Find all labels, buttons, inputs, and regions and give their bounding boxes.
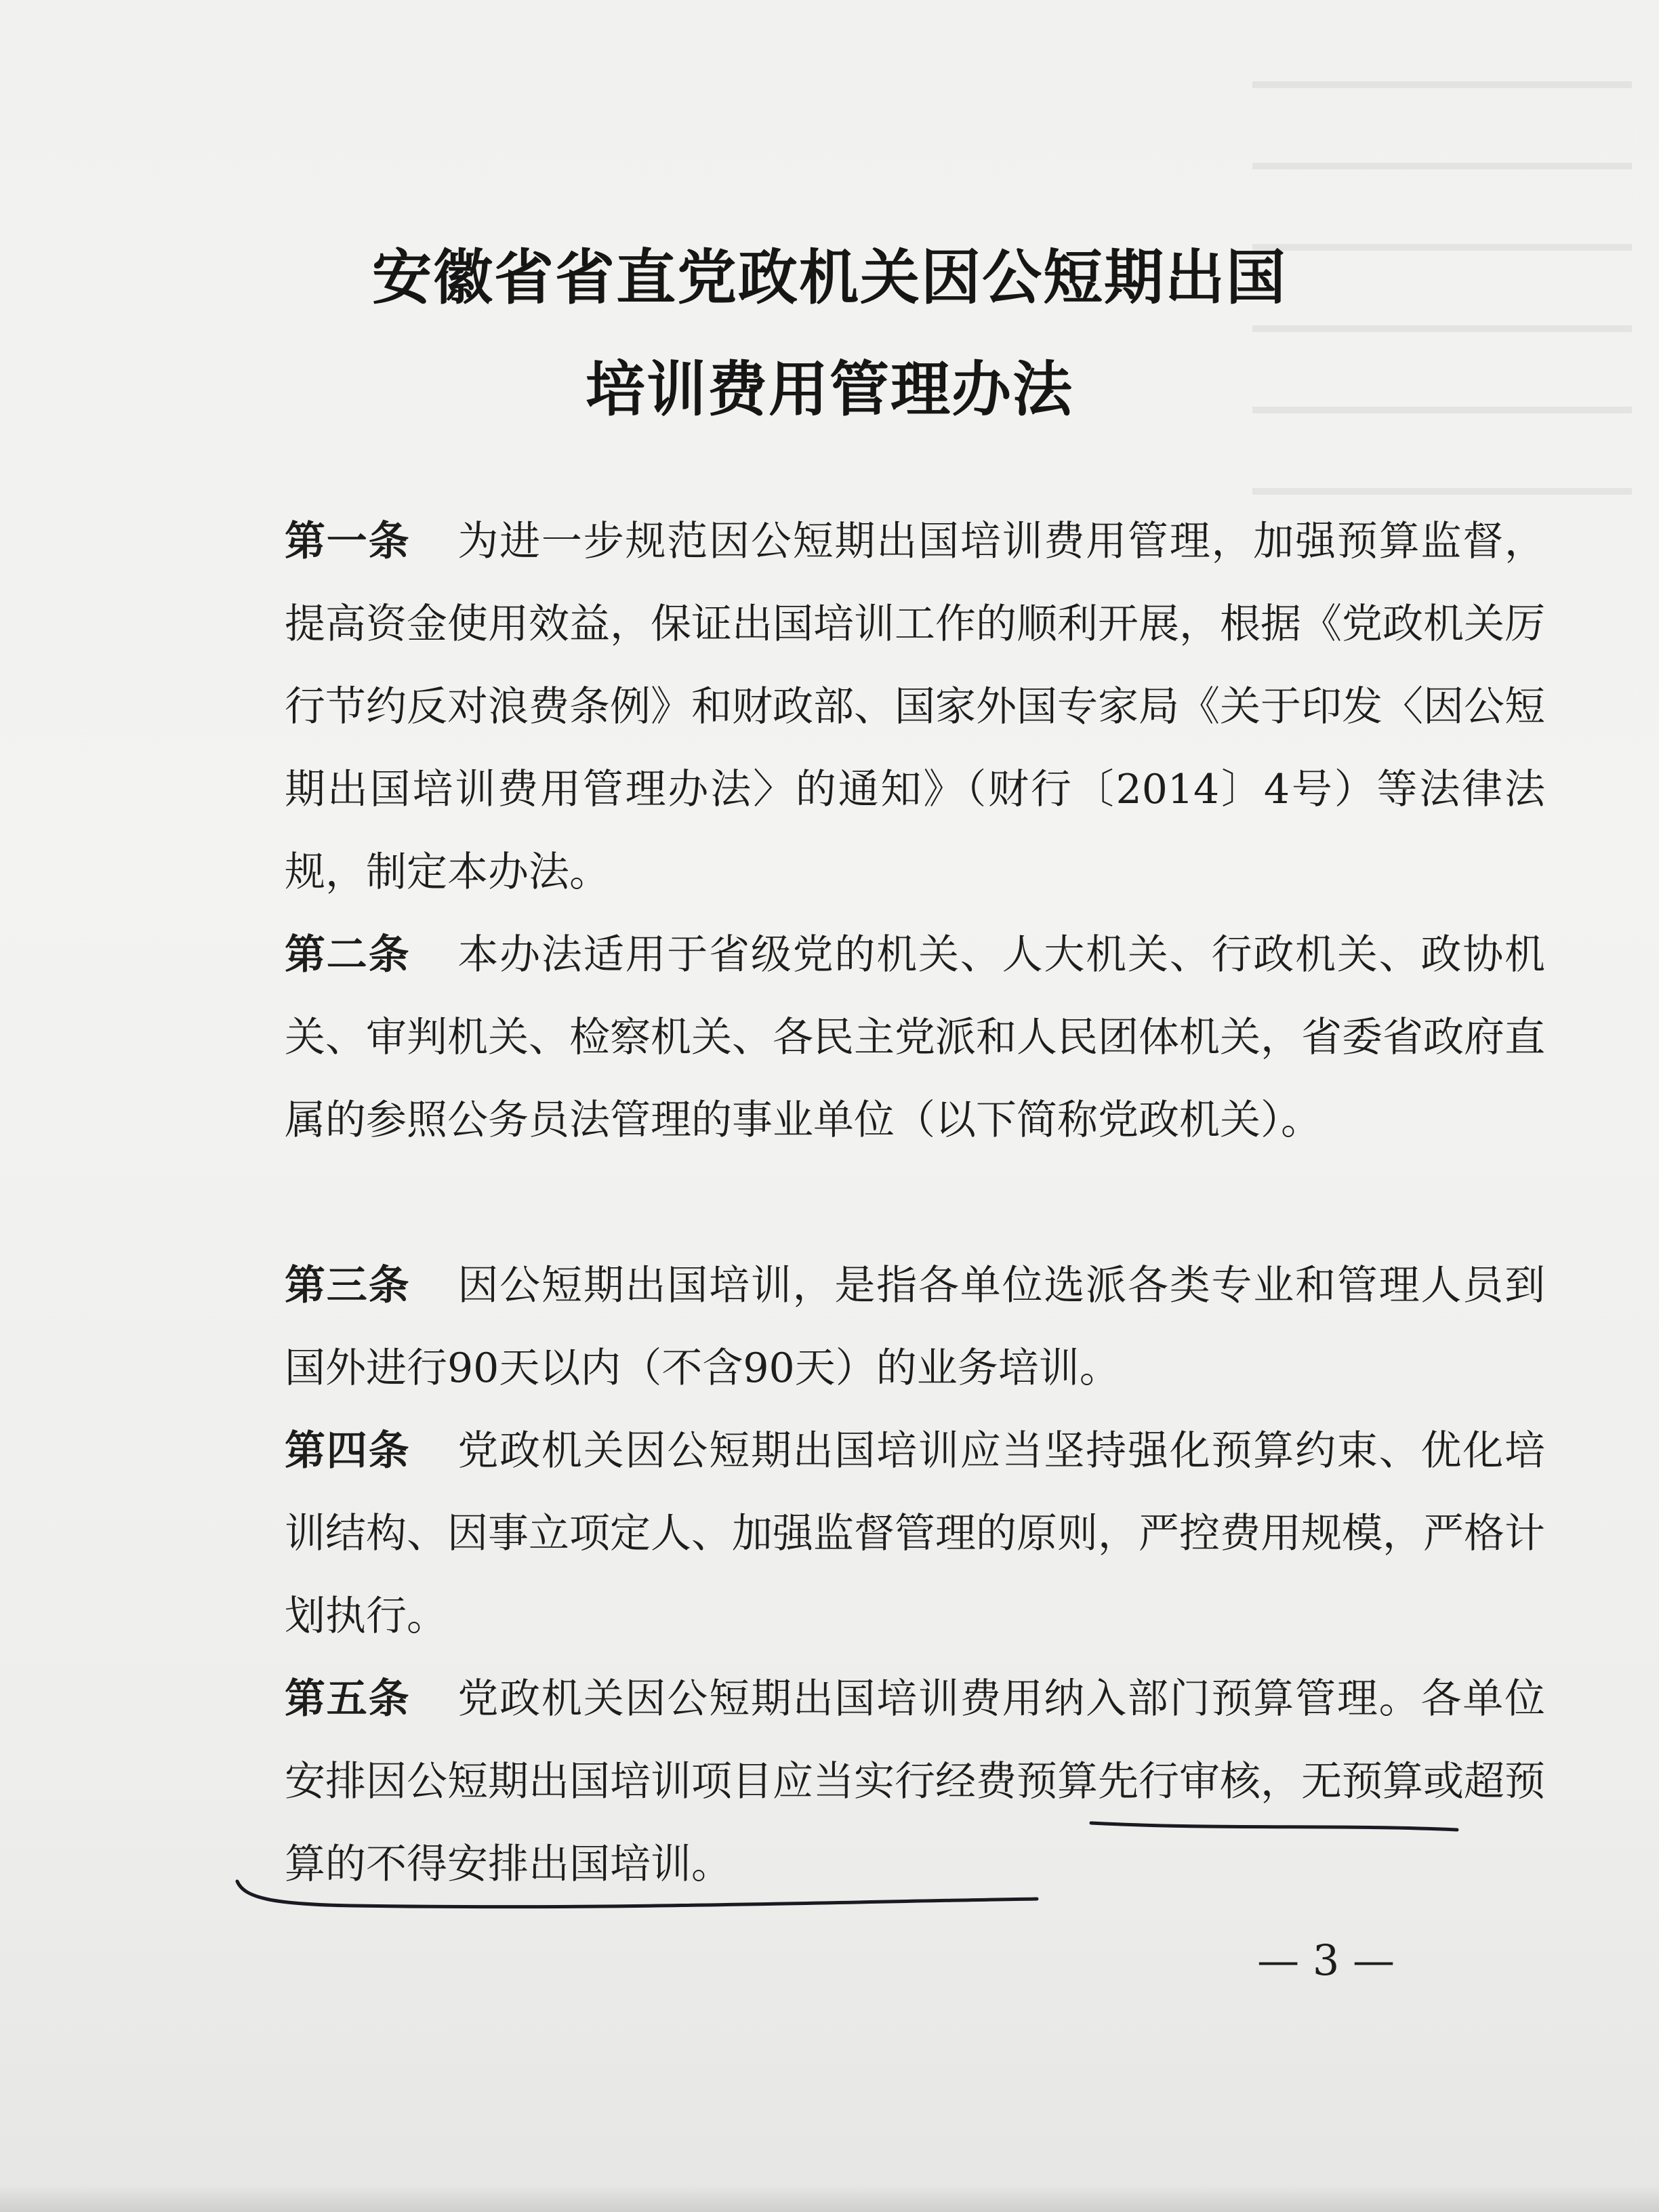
- article-label: 第五条: [285, 1675, 411, 1723]
- page-number: — 3 —: [1257, 1936, 1395, 1985]
- page-edge-shadow: [0, 2185, 1659, 2212]
- article-label: 第二条: [285, 931, 411, 979]
- article-text: 党政机关因公短期出国培训费用纳入部门预算管理。各单位安排因公短期出国培训项目应当实行经费预算先行审核，无预算或超预算的不得安排出国培训。: [285, 1675, 1546, 1888]
- article-text: 本办法适用于省级党的机关、人大机关、行政机关、政协机关、审判机关、检察机关、各民主党派和人民团体机关，省委省政府直属的参照公务员法管理的事业单位（以下简称党政机关）。: [285, 931, 1546, 1144]
- article-2: [190, 914, 1545, 1162]
- document-title-line-2: 培训费用管理办法: [585, 354, 1073, 424]
- document-title-line-1: 安徽省省直党政机关因公短期出国: [371, 243, 1287, 312]
- article-label: 第三条: [285, 1262, 411, 1309]
- article-label: 第四条: [285, 1427, 411, 1475]
- article-text: 党政机关因公短期出国培训应当坚持强化预算约束、优化培训结构、因事立项定人、加强监督管理的原则，严控费用规模，严格计划执行。: [285, 1427, 1546, 1640]
- article-1: [190, 500, 1545, 914]
- article-3: [190, 1244, 1545, 1410]
- article-5: [190, 1658, 1545, 1906]
- article-4: [190, 1410, 1545, 1658]
- article-text: 为进一步规范因公短期出国培训费用管理，加强预算监督，提高资金使用效益，保证出国培训工作的顺利开展，根据《党政机关厉行节约反对浪费条例》和财政部、国家外国专家局《关于印发〈因公短期出国培训费用管理办法〉的通知》（财行〔2014〕4号）等法律法规，制定本办法。: [285, 518, 1546, 896]
- article-text: 因公短期出国培训，是指各单位选派各类专业和管理人员到国外进行90天以内（不含90天）的业务培训。: [285, 1262, 1546, 1392]
- article-label: 第一条: [285, 518, 411, 565]
